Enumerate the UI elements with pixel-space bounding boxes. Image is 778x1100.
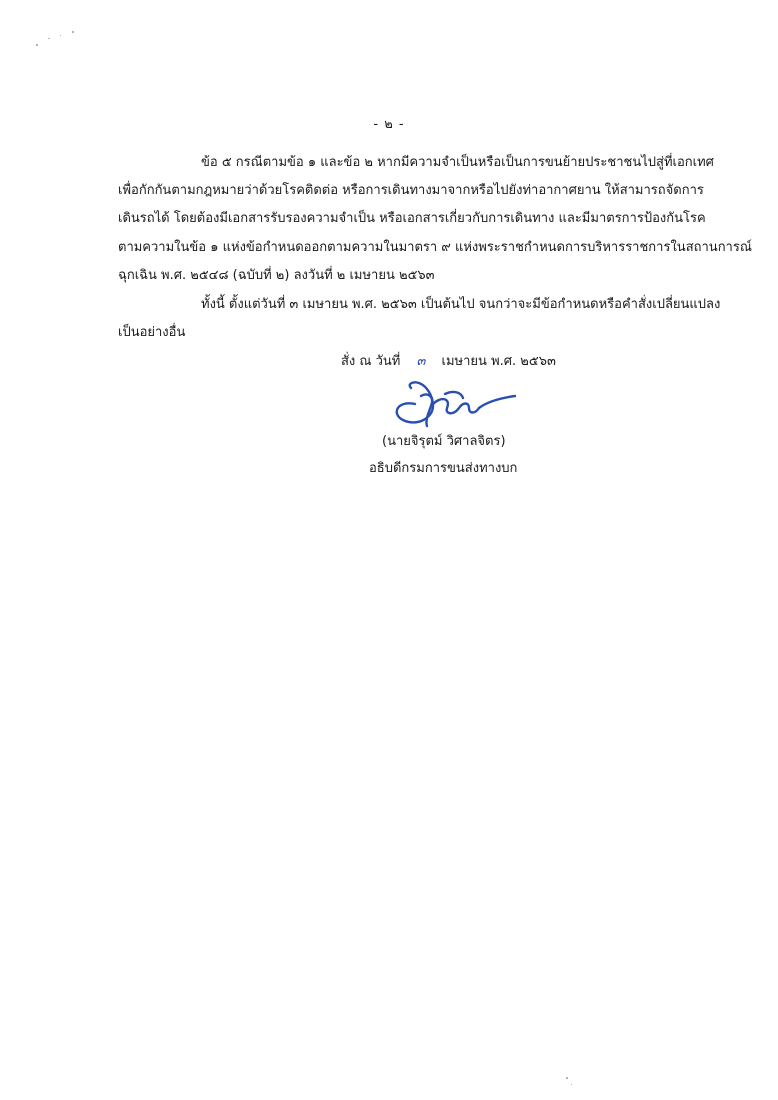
scan-speck — [72, 31, 74, 33]
body-line: ตามความในข้อ ๑ แห่งข้อกำหนดออกตามความในมาตรา ๙ แห่งพระราชกำหนดการบริหารราชการในสถานการณ์ — [118, 240, 752, 255]
signer-name: (นายจิรุตม์ วิศาลจิตร) — [382, 434, 506, 449]
scan-speck — [571, 1084, 572, 1085]
signer-title: อธิบดีกรมการขนส่งทางบก — [369, 461, 518, 476]
scan-speck — [60, 35, 61, 36]
scan-speck — [48, 38, 50, 39]
order-date-day: ๓ — [416, 354, 426, 369]
page-number: - ๒ - — [373, 117, 405, 132]
order-date-month-year: เมษายน พ.ศ. ๒๕๖๓ — [441, 354, 556, 369]
body-line: เดินรถได้ โดยต้องมีเอกสารรับรองความจำเป็น หรือเอกสารเกี่ยวกับการเดินทาง และมีมาตรการป้องกันโรค — [118, 211, 706, 226]
order-date — [341, 353, 556, 371]
body-line: ฉุกเฉิน พ.ศ. ๒๕๔๘ (ฉบับที่ ๒) ลงวันที่ ๒ เมษายน ๒๕๖๓ — [118, 268, 435, 283]
body-line: เป็นอย่างอื่น — [118, 325, 186, 340]
handwritten-signature — [383, 374, 523, 430]
scan-speck — [566, 1077, 568, 1079]
body-line: ข้อ ๕ กรณีตามข้อ ๑ และข้อ ๒ หากมีความจำเป็นหรือเป็นการขนย้ายประชาชนไปสู่ที่เอกเทศ — [201, 155, 714, 170]
scan-speck — [36, 44, 38, 46]
body-line: เพื่อกักกันตามกฎหมายว่าด้วยโรคติดต่อ หรือการเดินทางมาจากหรือไปยังท่าอากาศยาน ให้สามารถจัดการ — [118, 183, 704, 198]
order-date-prefix: สั่ง ณ วันที่ — [341, 354, 401, 369]
body-line: ทั้งนี้ ตั้งแต่วันที่ ๓ เมษายน พ.ศ. ๒๕๖๓ เป็นต้นไป จนกว่าจะมีข้อกำหนดหรือคำสั่งเปลี่ยนแปลง — [201, 297, 721, 312]
